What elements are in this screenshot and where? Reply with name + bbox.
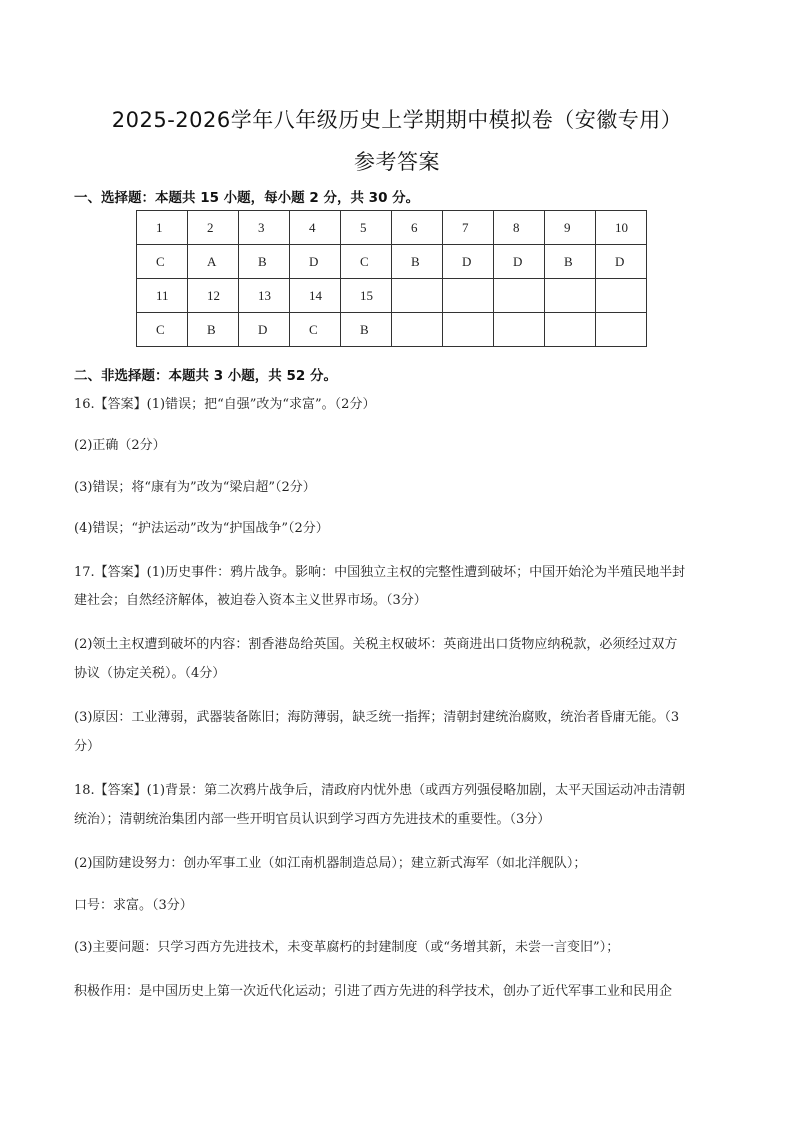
- table-cell: D: [239, 313, 290, 347]
- table-cell: 5: [341, 211, 392, 245]
- answer-line: 建社会；自然经济解体，被迫卷入资本主义世界市场。（3分）: [74, 593, 427, 608]
- table-cell: 11: [137, 279, 188, 313]
- answer-line: (2)领土主权遭到破坏的内容：割香港岛给英国。关税主权破坏：英商进出口货物应纳税款，必须经过双方: [74, 637, 678, 652]
- table-cell: [392, 279, 443, 313]
- section-heading-nonchoice: 二、非选择题：本题共 3 小题，共 52 分。: [74, 368, 337, 384]
- table-cell: 1: [137, 211, 188, 245]
- table-cell: 9: [545, 211, 596, 245]
- table-cell: [392, 313, 443, 347]
- answer-line: 18.【答案】(1)背景：第二次鸦片战争后，清政府内忧外患（或西方列强侵略加剧，太平天国运动冲击清朝: [74, 783, 686, 798]
- answer-line: 分）: [74, 739, 101, 754]
- table-cell: B: [341, 313, 392, 347]
- table-cell: [494, 279, 545, 313]
- table-cell: 13: [239, 279, 290, 313]
- table-cell: [596, 279, 647, 313]
- table-cell: 7: [443, 211, 494, 245]
- table-cell: B: [392, 245, 443, 279]
- answer-table: [136, 210, 647, 347]
- table-cell: 6: [392, 211, 443, 245]
- table-cell: 10: [596, 211, 647, 245]
- page-subtitle: 参考答案: [354, 150, 440, 174]
- answer-line: 协议（协定关税）。（4分）: [74, 666, 226, 681]
- section-heading-choice: 一、选择题：本题共 15 小题，每小题 2 分，共 30 分。: [74, 190, 420, 206]
- table-cell: 3: [239, 211, 290, 245]
- table-cell: 12: [188, 279, 239, 313]
- table-cell: [494, 313, 545, 347]
- answer-line: 积极作用：是中国历史上第一次近代化运动；引进了西方先进的科学技术，创办了近代军事工业和民用企: [74, 984, 673, 999]
- table-cell: 15: [341, 279, 392, 313]
- answer-line: (2)国防建设努力：创办军事工业（如江南机器制造总局）；建立新式海军（如北洋舰队）；: [74, 856, 587, 871]
- answer-line: 16.【答案】(1)错误；把“自强”改为“求富”。（2分）: [74, 397, 376, 412]
- table-row: [137, 245, 647, 279]
- table-cell: B: [545, 245, 596, 279]
- table-cell: [443, 279, 494, 313]
- answer-line: (2)正确（2分）: [74, 438, 166, 453]
- table-cell: A: [188, 245, 239, 279]
- table-cell: C: [137, 313, 188, 347]
- table-row: [137, 279, 647, 313]
- table-cell: B: [239, 245, 290, 279]
- answer-line: 17.【答案】(1)历史事件：鸦片战争。影响：中国独立主权的完整性遭到破坏；中国开始沦为半殖民地半封: [74, 565, 686, 580]
- answer-line: (3)主要问题：只学习西方先进技术，未变革腐朽的封建制度（或“务增其新，未尝一言变旧”）；: [74, 940, 620, 955]
- table-cell: 8: [494, 211, 545, 245]
- table-cell: D: [494, 245, 545, 279]
- answer-line: (3)原因：工业薄弱，武器装备陈旧；海防薄弱，缺乏统一指挥；清朝封建统治腐败，统治者昏庸无能。（3: [74, 710, 680, 725]
- table-cell: [596, 313, 647, 347]
- table-cell: C: [290, 313, 341, 347]
- table-cell: 2: [188, 211, 239, 245]
- table-cell: 4: [290, 211, 341, 245]
- table-cell: [545, 313, 596, 347]
- answer-line: (3)错误；将“康有为”改为“梁启超”（2分）: [74, 480, 316, 495]
- page-title: 2025-2026学年八年级历史上学期期中模拟卷（安徽专用）: [111, 108, 683, 132]
- table-cell: D: [443, 245, 494, 279]
- table-row: [137, 211, 647, 245]
- table-cell: [545, 279, 596, 313]
- answer-line: (4)错误；“护法运动”改为“护国战争”（2分）: [74, 521, 329, 536]
- answer-line: 统治）；清朝统治集团内部一些开明官员认识到学习西方先进技术的重要性。（3分）: [74, 812, 551, 827]
- table-cell: [443, 313, 494, 347]
- table-cell: C: [137, 245, 188, 279]
- answer-line: 口号：求富。（3分）: [74, 898, 193, 913]
- table-cell: C: [341, 245, 392, 279]
- table-cell: B: [188, 313, 239, 347]
- table-cell: 14: [290, 279, 341, 313]
- table-cell: D: [290, 245, 341, 279]
- table-cell: D: [596, 245, 647, 279]
- table-row: [137, 313, 647, 347]
